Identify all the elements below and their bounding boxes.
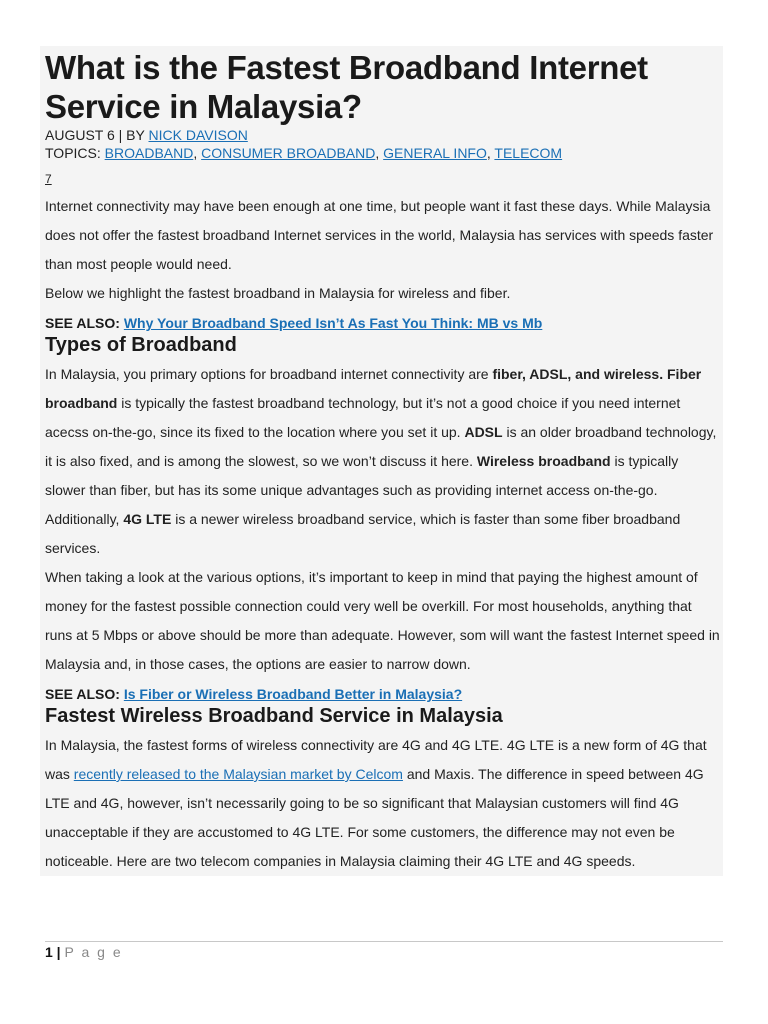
byline-separator: | BY [114,127,149,143]
bold-run: Wireless broadband [476,453,611,469]
text-run: is typically the fastest broadband technology, but it’s not a good choice if you need internet acecss on-the-go, since its fixed to the location where you set it up. [45,395,681,440]
article-title: What is the Fastest Broadband Internet Service in Malaysia? [45,49,648,125]
article-body [45,48,721,876]
byline [45,126,721,144]
page-label: P a g e [64,944,123,960]
article-date: AUGUST 6 [45,127,115,143]
celcom-release-link[interactable]: recently released to the Malaysian market by Celcom [73,766,403,782]
footer-bar: | [52,944,65,960]
topic-separator: , [193,145,202,161]
see-also-2 [45,686,721,703]
text-run: is typically slower than fiber, but has its some unique advantages such as providing internet access on-the-go. Additionally, [45,453,679,527]
topics-label: TOPICS: [45,145,105,161]
see-also-link-speed[interactable]: Why Your Broadband Speed Isn’t As Fast You Think: MB vs Mb [123,315,543,331]
intro-paragraph-1: Internet connectivity may have been enough at one time, but people want it fast these days. While Malaysia does not offer the fastest broadband Internet services in the world, Malaysia has services with speeds faster than most people would need. [45,198,714,272]
topic-link-telecom[interactable]: TELECOM [494,145,563,161]
footer-divider [45,941,723,942]
topics-line [45,144,721,162]
text-run: and Maxis. The difference in speed between 4G LTE and 4G, however, isn’t necessarily going to be so significant that Malaysian customers will find 4G unacceptable if they are accustomed to 4G LTE. For some customers, the difference may not even be noticeable. Here are two telecom companies in Malaysia claiming their 4G LTE and 4G speeds. [45,766,704,869]
see-also-label: SEE ALSO: [45,315,124,331]
topic-link-broadband[interactable]: BROADBAND [104,145,194,161]
types-paragraph-1 [45,360,721,563]
text-run: is a newer wireless broadband service, which is faster than some fiber broadband services. [45,511,681,556]
page-number: 1 [45,944,53,960]
text-run: In Malaysia, you primary options for broadband internet connectivity are [45,366,493,382]
text-run: is an older broadband technology, it is also fixed, and is among the slowest, so we won’t discuss it here. [45,424,717,469]
article-content-area [40,46,723,876]
share-count-mark: 7 [45,172,52,186]
text-run: In Malaysia, the fastest forms of wireless connectivity are 4G and 4G LTE. 4G LTE is a new form of 4G that was [45,737,707,782]
topic-link-general-info[interactable]: GENERAL INFO [383,145,487,161]
section-heading-types: Types of Broadband [45,334,237,356]
section-heading-fastest-wireless: Fastest Wireless Broadband Service in Malaysia [45,705,503,727]
wireless-paragraph-1 [45,731,721,876]
see-also-label: SEE ALSO: [45,686,124,702]
author-link[interactable]: NICK DAVISON [148,127,248,143]
intro-paragraph-2: Below we highlight the fastest broadband in Malaysia for wireless and fiber. [45,285,511,301]
see-also-link-fiber-vs-wireless[interactable]: Is Fiber or Wireless Broadband Better in Malaysia? [123,686,463,702]
bold-run: 4G LTE [123,511,172,527]
types-paragraph-2: When taking a look at the various options, it’s important to keep in mind that paying the highest amount of money for the fastest possible connection could very well be overkill. For most households, anything that runs at 5 Mbps or above should be more than adequate. However, som will want the fastest Internet speed in Malaysia and, in those cases, the options are easier to narrow down. [45,569,720,672]
bold-run: Fiber broadband [45,366,702,411]
bold-run: fiber, ADSL, and wireless. [492,366,664,382]
topic-link-consumer-broadband[interactable]: CONSUMER BROADBAND [201,145,376,161]
topic-separator: , [486,145,495,161]
see-also-1 [45,315,721,332]
page-footer [45,944,123,960]
bold-run: ADSL [464,424,503,440]
topic-separator: , [375,145,384,161]
